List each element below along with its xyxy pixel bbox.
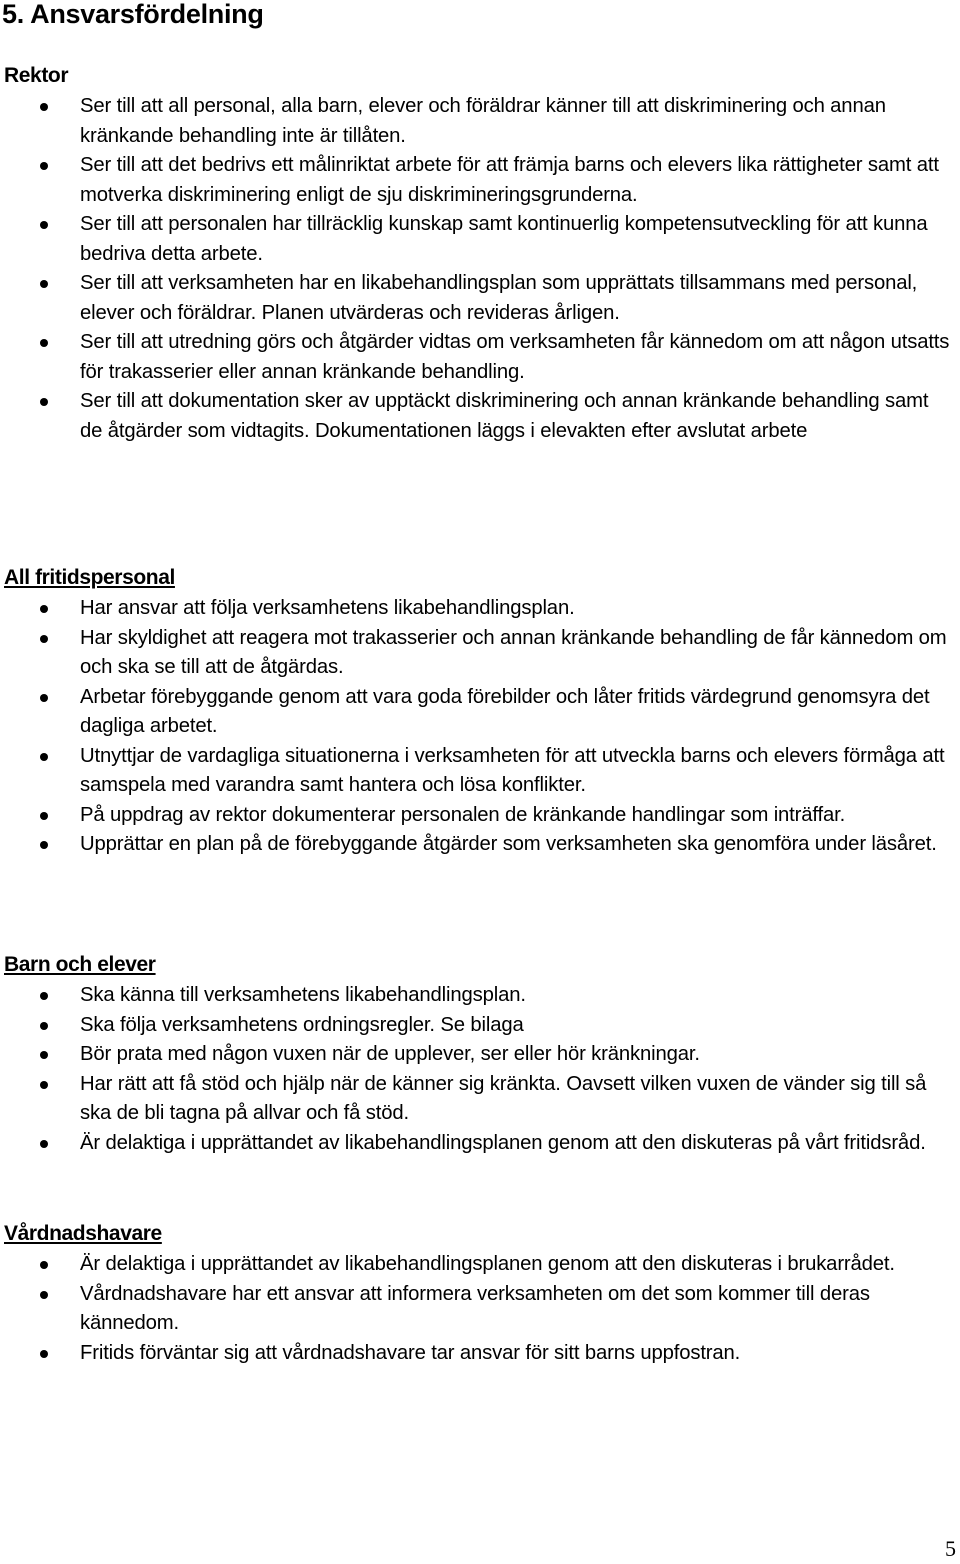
- section-heading-vardnadshavare: Vårdnadshavare: [4, 1222, 162, 1245]
- list-item: Arbetar förebyggande genom att vara goda förebilder och låter fritids värdegrund genomsyra det dagliga arbetet.: [0, 683, 960, 742]
- list-item: Upprättar en plan på de förebyggande åtgärder som verksamheten ska genomföra under läsåret.: [0, 830, 960, 860]
- list-item: Ska följa verksamhetens ordningsregler. Se bilaga: [0, 1011, 960, 1041]
- list-item: Har skyldighet att reagera mot trakasserier och annan kränkande behandling de får kännedom om och ska se till att de åtgärdas.: [0, 624, 960, 683]
- bullet-icon: [40, 1140, 48, 1148]
- list-item: Ser till att det bedrivs ett målinriktat arbete för att främja barns och elevers lika rättigheter samt att motverka diskriminering enligt de sju diskrimineringsgrunderna.: [0, 151, 960, 210]
- bullet-icon: [40, 694, 48, 702]
- bullet-list-fritidspersonal: [0, 594, 960, 860]
- section-rektor: [0, 62, 960, 446]
- section-vardnadshavare: [0, 1220, 960, 1368]
- list-item: Utnyttjar de vardagliga situationerna i verksamheten för att utveckla barns och elevers förmåga att samspela med varandra samt hantera och lösa konflikter.: [0, 742, 960, 801]
- bullet-icon: [40, 635, 48, 643]
- list-item: Ser till att verksamheten har en likabehandlingsplan som upprättats tillsammans med personal, elever och föräldrar. Planen utvärderas och revideras årligen.: [0, 269, 960, 328]
- page-number: 5: [945, 1536, 956, 1561]
- list-item: Fritids förväntar sig att vårdnadshavare tar ansvar för sitt barns uppfostran.: [0, 1339, 960, 1369]
- bullet-icon: [40, 221, 48, 229]
- bullet-list-barn-och-elever: [0, 981, 960, 1158]
- bullet-icon: [40, 339, 48, 347]
- bullet-list-rektor: [0, 92, 960, 446]
- bullet-icon: [40, 812, 48, 820]
- list-item: Ska känna till verksamhetens likabehandlingsplan.: [0, 981, 960, 1011]
- list-item: Är delaktiga i upprättandet av likabehandlingsplanen genom att den diskuteras på vårt fritidsråd.: [0, 1129, 960, 1159]
- list-item: Bör prata med någon vuxen när de upplever, ser eller hör kränkningar.: [0, 1040, 960, 1070]
- bullet-icon: [40, 992, 48, 1000]
- bullet-icon: [40, 103, 48, 111]
- list-item: Har rätt att få stöd och hjälp när de känner sig kränkta. Oavsett vilken vuxen de vänder sig till så ska de bli tagna på allvar och få stöd.: [0, 1070, 960, 1129]
- bullet-list-vardnadshavare: [0, 1250, 960, 1368]
- bullet-icon: [40, 1022, 48, 1030]
- bullet-icon: [40, 1350, 48, 1358]
- bullet-icon: [40, 1081, 48, 1089]
- section-heading-rektor: Rektor: [4, 64, 69, 87]
- list-item: Har ansvar att följa verksamhetens likabehandlingsplan.: [0, 594, 960, 624]
- section-heading-fritidspersonal: All fritidspersonal: [4, 566, 175, 589]
- document-title: 5. Ansvarsfördelning: [2, 0, 264, 29]
- section-heading-barn-och-elever: Barn och elever: [4, 953, 156, 976]
- bullet-icon: [40, 1051, 48, 1059]
- bullet-icon: [40, 398, 48, 406]
- bullet-icon: [40, 605, 48, 613]
- list-item: Vårdnadshavare har ett ansvar att informera verksamheten om det som kommer till deras kännedom.: [0, 1280, 960, 1339]
- list-item: Ser till att dokumentation sker av upptäckt diskriminering och annan kränkande behandling samt de åtgärder som vidtagits. Dokumentationen läggs i elevakten efter avslutat arbete: [0, 387, 960, 446]
- section-barn-och-elever: [0, 951, 960, 1158]
- bullet-icon: [40, 753, 48, 761]
- bullet-icon: [40, 841, 48, 849]
- list-item: På uppdrag av rektor dokumenterar personalen de kränkande handlingar som inträffar.: [0, 801, 960, 831]
- list-item: Ser till att all personal, alla barn, elever och föräldrar känner till att diskriminering och annan kränkande behandling inte är tillåten.: [0, 92, 960, 151]
- bullet-icon: [40, 1291, 48, 1299]
- list-item: Är delaktiga i upprättandet av likabehandlingsplanen genom att den diskuteras i brukarrådet.: [0, 1250, 960, 1280]
- bullet-icon: [40, 280, 48, 288]
- list-item: Ser till att personalen har tillräcklig kunskap samt kontinuerlig kompetensutveckling för att kunna bedriva detta arbete.: [0, 210, 960, 269]
- list-item: Ser till att utredning görs och åtgärder vidtas om verksamheten får kännedom om att någon utsatts för trakasserier eller annan kränkande behandling.: [0, 328, 960, 387]
- bullet-icon: [40, 162, 48, 170]
- bullet-icon: [40, 1261, 48, 1269]
- section-fritidspersonal: [0, 564, 960, 860]
